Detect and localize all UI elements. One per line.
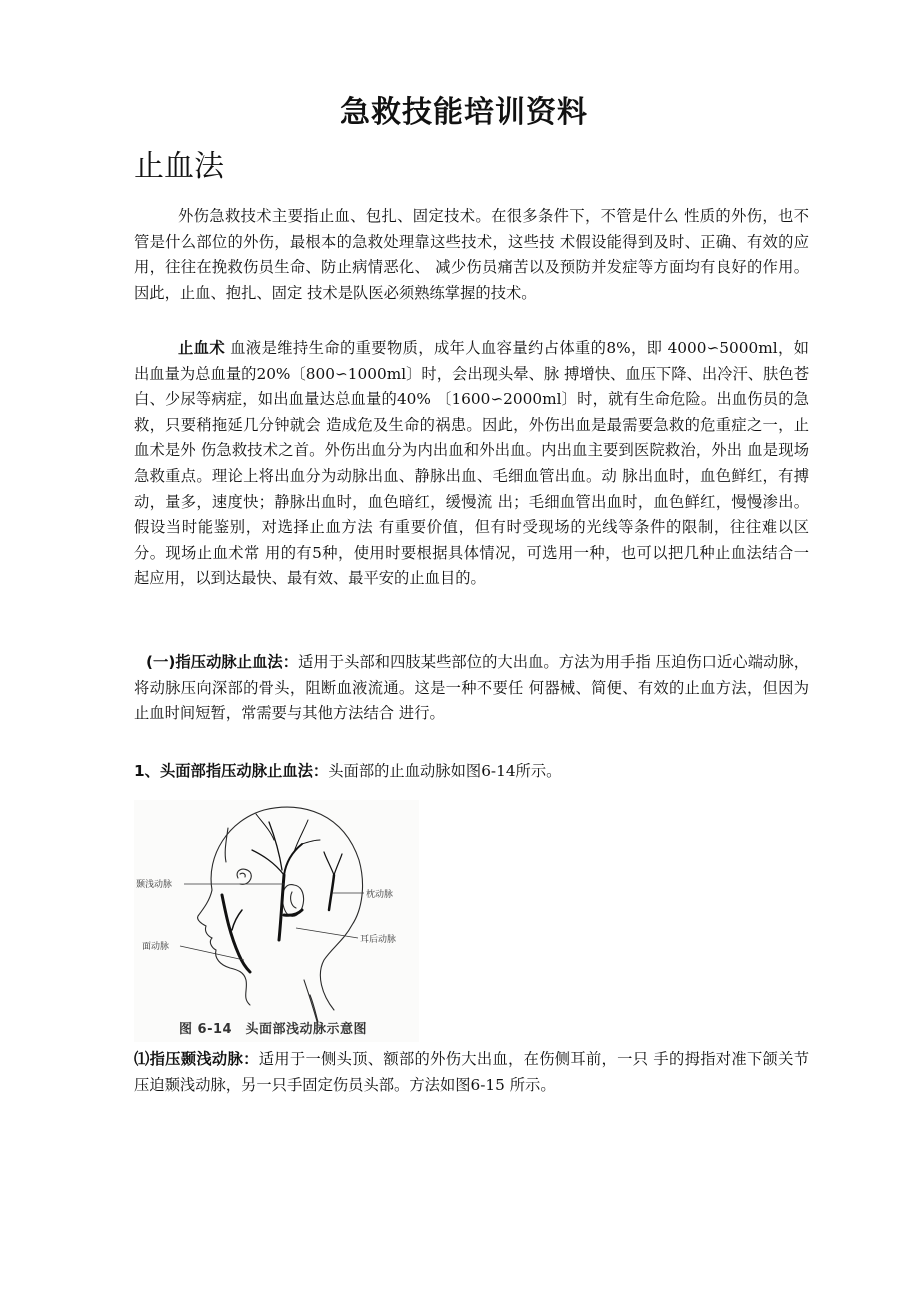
hemostasis-lead: 止血术: [178, 339, 226, 357]
finger-pressure-paragraph-text: 适用于头部和四肢某些部位的大出血。方法为用手指 压迫伤口近心端动脉，将动脉压向深部的骨头，阻断血液流通。这是一种不要任 何器械、简便、有效的止血方法，但因为止血时间短暂，常需要与其他方法结合 进行。: [134, 653, 809, 723]
intro-paragraph-text: 外伤急救技术主要指止血、包扎、固定技术。在很多条件下，不管是什么 性质的外伤，也不管是什么部位的外伤，最根本的急救处理靠这些技术，这些技 术假设能得到及时、正确、有效的应用，往往在挽救伤员生命、防止病情恶化、 减少伤员痛苦以及预防并发症等方面均有良好的作用。因此，止血、抱扎、固定 技术是队医必须熟练掌握的技术。: [134, 207, 809, 302]
head-outline: [211, 807, 362, 1010]
facial-artery: [222, 895, 250, 972]
label-facial-artery: 面动脉: [142, 942, 170, 952]
intro-paragraph: [134, 204, 809, 306]
document-title: 急救技能培训资料: [340, 95, 588, 130]
finger-pressure-paragraph: [134, 650, 809, 727]
label-posterior-auricular-artery: 耳后动脉: [360, 935, 397, 945]
temporal-artery-paragraph-text: 适用于一侧头顶、额部的外伤大出血，在伤侧耳前，一只 手的拇指对准下颌关节压迫颞浅动脉，另一只手固定伤员头部。方法如图6-15 所示。: [134, 1050, 809, 1094]
section-title: 止血法: [134, 149, 224, 184]
label-occipital-artery: 枕动脉: [366, 890, 394, 900]
temporal-artery-lead: ⑴指压颞浅动脉：: [134, 1050, 259, 1068]
head-face-lead: 1、头面部指压动脉止血法：: [134, 762, 329, 780]
label-superficial-temporal-artery: 颞浅动脉: [136, 880, 173, 890]
head-face-paragraph: [134, 759, 809, 785]
hemostasis-paragraph: [134, 336, 809, 592]
figure-caption: 图 6-14 头面部浅动脉示意图: [179, 1022, 368, 1037]
temporal-artery-paragraph: [134, 1047, 809, 1098]
occipital-artery: [329, 875, 334, 910]
hemostasis-paragraph-text: 血液是维持生命的重要物质，成年人血容量约占体重的8%，即 4000∽5000ml，如出血量为总血量的20%〔800∽1000ml〕时，会出现头晕、脉 搏增快、血压下降、出冷汗、肤色苍白、少尿等病症，如出血量达总血量的40% 〔1600∽2000ml〕时，就有生命危险。出血伤员的急救，只要稍拖延几分钟就会 造成危及生命的祸患。因此，外伤出血是最需要急救的危重症之一，止血术是外 伤急救技术之首。外伤出血分为内出血和外出血。内出血主要到医院救治，外出 血是现场急救重点。理论上将出血分为动脉出血、静脉出血、毛细血管出血。动 脉出血时，血色鲜红，有搏动，量多，速度快；静脉出血时，血色暗红，缓慢流 出；毛细血管出血时，血色鲜红，慢慢渗出。假设当时能鉴别，对选择止血方法 有重要价值，但有时受现场的光线等条件的限制，往往难以区分。现场止血术常 用的有5种，使用时要根据具体情况，可选用一种，也可以把几种止血法结合一 起应用，以到达最快、最有效、最平安的止血目的。: [134, 339, 809, 588]
head-face-paragraph-text: 头面部的止血动脉如图6-14所示。: [328, 762, 562, 780]
finger-pressure-lead: (一)指压动脉止血法：: [146, 653, 299, 671]
head-arteries-illustration: [134, 800, 419, 1042]
leader-facial: [180, 946, 244, 960]
eye-outline: [237, 869, 251, 884]
head-arteries-figure: [134, 800, 419, 1042]
superficial-temporal-artery: [279, 875, 284, 940]
